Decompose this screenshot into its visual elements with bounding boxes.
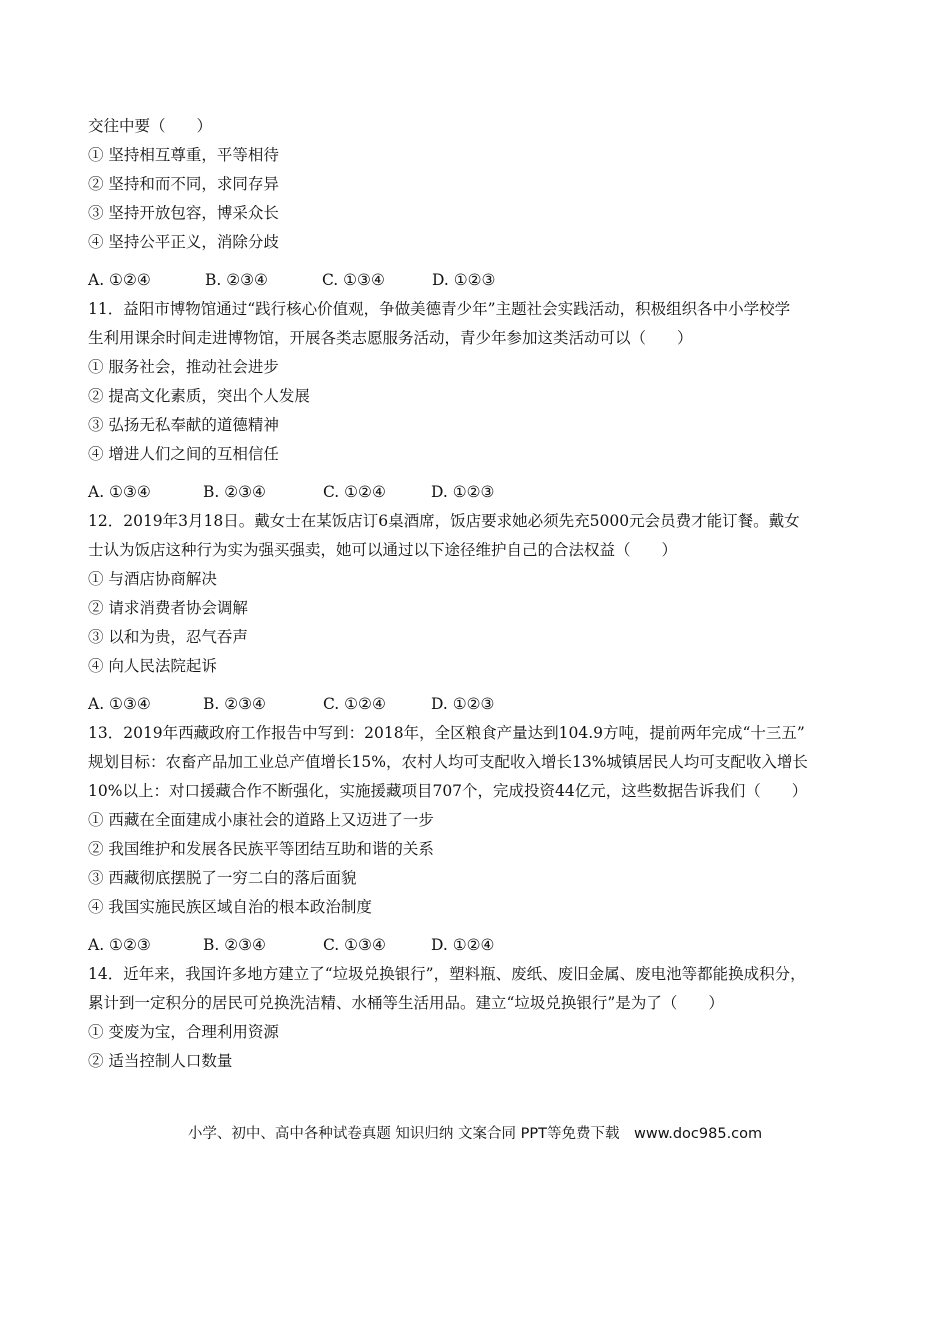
q13-stem-line-2: 规划目标：农畜产品加工业总产值增长15%，农村人均可支配收入增长13%城镇居民人均可支配收入增长 (88, 753, 808, 771)
q12-option-4: ④ 向人民法院起诉 (88, 657, 217, 675)
q13-answer-b: B. ②③④ (203, 936, 266, 954)
q13-answer-a: A. ①②③ (88, 936, 151, 954)
q12-option-3: ③ 以和为贵，忍气吞声 (88, 628, 248, 646)
page-footer: 小学、初中、高中各种试卷真题 知识归纳 文案合同 PPT等免费下载 www.doc985.com (187, 1126, 763, 1142)
q14-option-1: ① 变废为宝，合理利用资源 (88, 1023, 279, 1041)
q11-stem-line-2: 生利用课余时间走进博物馆，开展各类志愿服务活动，青少年参加这类活动可以（ ） (88, 329, 693, 347)
q11-option-1: ① 服务社会，推动社会进步 (88, 358, 279, 376)
q10-answer-a: A. ①②④ (88, 271, 151, 289)
q10-option-1: ① 坚持相互尊重，平等相待 (88, 146, 279, 164)
q10-stem-end: 交往中要（ ） (88, 117, 213, 135)
exam-page (88, 112, 868, 1076)
q10-option-2: ② 坚持和而不同，求同存异 (88, 175, 279, 193)
q13-stem-line-3: 10%以上：对口援藏合作不断强化，实施援藏项目707个，完成投资44亿元，这些数据告诉我们（ ） (88, 782, 808, 800)
q13-option-2: ② 我国维护和发展各民族平等团结互助和谐的关系 (88, 840, 434, 858)
q13-stem-line-1: 13．2019年西藏政府工作报告中写到：2018年，全区粮食产量达到104.9方吨，提前两年完成“十三五” (88, 724, 805, 742)
q11-option-4: ④ 增进人们之间的互相信任 (88, 445, 279, 463)
q11-answer-a: A. ①③④ (88, 483, 151, 501)
q11-answer-d: D. ①②③ (431, 483, 495, 501)
q13-option-3: ③ 西藏彻底摆脱了一穷二白的落后面貌 (88, 869, 357, 887)
q13-option-4: ④ 我国实施民族区域自治的根本政治制度 (88, 898, 372, 916)
q14-stem-line-1: 14．近年来，我国许多地方建立了“垃圾兑换银行”，塑料瓶、废纸、废旧金属、废电池等都能换成积分， (88, 965, 806, 983)
q12-stem-line-2: 士认为饭店这种行为实为强买强卖，她可以通过以下途径维护自己的合法权益（ ） (88, 541, 678, 559)
q11-option-2: ② 提高文化素质，突出个人发展 (88, 387, 310, 405)
q13-answer-c: C. ①③④ (323, 936, 386, 954)
q10-option-3: ③ 坚持开放包容，博采众长 (88, 204, 279, 222)
q10-answer-c: C. ①③④ (322, 271, 385, 289)
q10-answers (88, 266, 868, 295)
q12-answer-a: A. ①③④ (88, 695, 151, 713)
q14-stem-line-2: 累计到一定积分的居民可兑换洗洁精、水桶等生活用品。建立“垃圾兑换银行”是为了（ ） (88, 994, 724, 1012)
q12-answers (88, 690, 868, 719)
q10-option-4: ④ 坚持公平正义，消除分歧 (88, 233, 279, 251)
q12-option-2: ② 请求消费者协会调解 (88, 599, 248, 617)
q10-answer-d: D. ①②③ (432, 271, 496, 289)
q11-answer-c: C. ①②④ (323, 483, 386, 501)
q12-answer-b: B. ②③④ (203, 695, 266, 713)
q13-answers (88, 931, 868, 960)
q12-answer-c: C. ①②④ (323, 695, 386, 713)
q13-answer-d: D. ①②④ (431, 936, 495, 954)
q11-answer-b: B. ②③④ (203, 483, 266, 501)
q13-option-1: ① 西藏在全面建成小康社会的道路上又迈进了一步 (88, 811, 434, 829)
q14-option-2: ② 适当控制人口数量 (88, 1052, 233, 1070)
q10-answer-b: B. ②③④ (205, 271, 268, 289)
q12-answer-d: D. ①②③ (431, 695, 495, 713)
q12-option-1: ① 与酒店协商解决 (88, 570, 217, 588)
q11-stem-line-1: 11．益阳市博物馆通过“践行核心价值观，争做美德青少年”主题社会实践活动，积极组织各中小学校学 (88, 300, 791, 318)
q11-option-3: ③ 弘扬无私奉献的道德精神 (88, 416, 279, 434)
q12-stem-line-1: 12．2019年3月18日。戴女士在某饭店订6桌酒席，饭店要求她必须先充5000元会员费才能订餐。戴女 (88, 512, 800, 530)
q11-answers (88, 478, 868, 507)
